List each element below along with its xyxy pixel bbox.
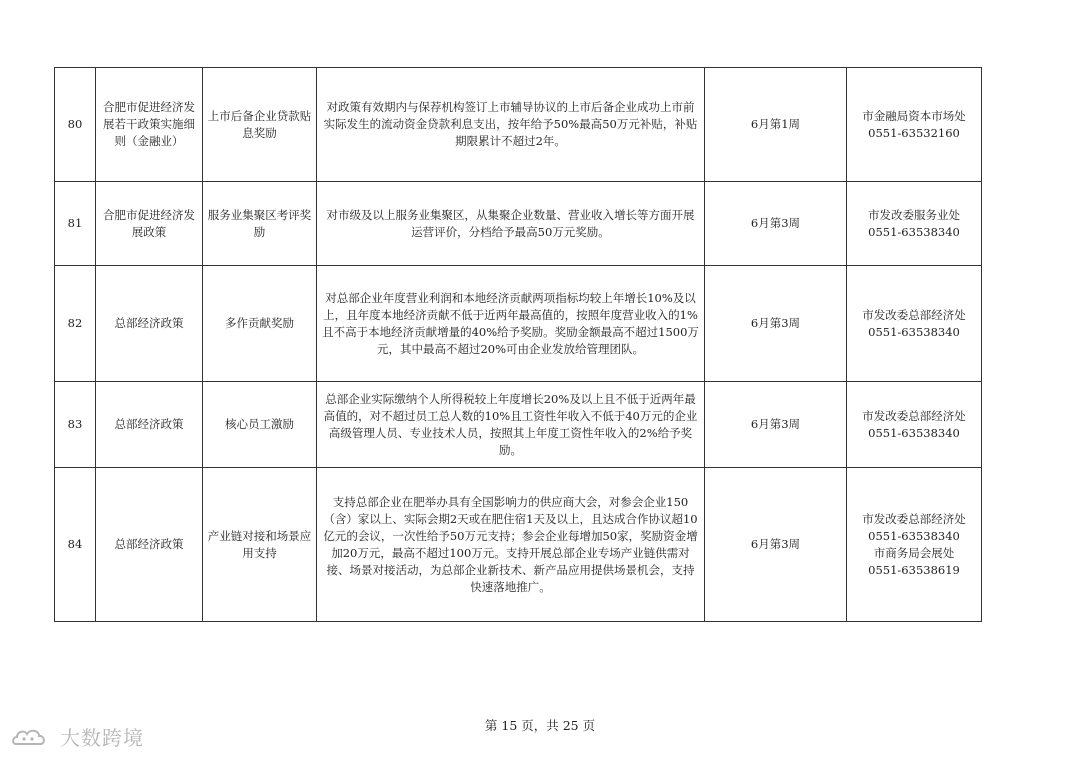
- responsible-dept: [847, 382, 982, 468]
- page-number: 第 15 页，共 25 页: [484, 718, 596, 733]
- policy-content: 支持总部企业在肥举办具有全国影响力的供应商大会，对参会企业150（含）家以上、实际会期2天或在肥住宿1天及以上，且达成合作协议超10亿元的会议，一次性给予50万元支持；参会企业每增加50家，奖励资金增加20万元，最高不超过100万元。支持开展总部企业专场产业链供需对接、场景对接活动，为总部企业新技术、新产品应用提供场景机会，支持快速落地推广。: [317, 468, 705, 622]
- schedule-time: 6月第1周: [705, 68, 847, 182]
- cloud-logo-icon: [10, 724, 54, 750]
- schedule-time: 6月第3周: [705, 382, 847, 468]
- policy-table: [54, 67, 982, 622]
- table-row: [55, 468, 982, 622]
- responsible-dept: [847, 266, 982, 382]
- dept-phone: 0551-63538619: [868, 562, 960, 577]
- schedule-time: 6月第3周: [705, 468, 847, 622]
- dept-phone: 0551-63532160: [868, 125, 960, 140]
- policy-item: 服务业集聚区考评奖励: [203, 182, 317, 266]
- policy-content: 总部企业实际缴纳个人所得税较上年度增长20%及以上且不低于近两年最高值的，对不超过员工总人数的10%且工资性年收入不低于40万元的企业高级管理人员、专业技术人员，按照其上年度工资性年收入的2%给予奖励。: [317, 382, 705, 468]
- policy-item: 产业链对接和场景应用支持: [203, 468, 317, 622]
- table-row: [55, 382, 982, 468]
- row-number: 81: [55, 182, 96, 266]
- dept-name: 市发改委总部经济处: [862, 408, 966, 423]
- table-row: [55, 182, 982, 266]
- dept-name: 市发改委总部经济处: [862, 307, 966, 322]
- policy-content: 对市级及以上服务业集聚区，从集聚企业数量、营业收入增长等方面开展运营评价，分档给予最高50万元奖励。: [317, 182, 705, 266]
- watermark-text: 大数跨境: [60, 726, 144, 750]
- dept-phone: 0551-63538340: [868, 224, 960, 239]
- dept-name: 市发改委服务业处: [868, 207, 960, 222]
- dept-phone: 0551-63538340: [868, 528, 960, 543]
- row-number: 82: [55, 266, 96, 382]
- table-row: [55, 68, 982, 182]
- policy-category: 总部经济政策: [96, 382, 203, 468]
- row-number: 83: [55, 382, 96, 468]
- policy-content: 对总部企业年度营业利润和本地经济贡献两项指标均较上年增长10%及以上，且年度本地经济贡献不低于近两年最高值的，按照年度营业收入的1%且不高于本地经济贡献增量的40%给予奖励。奖励金额最高不超过1500万元，其中最高不超过20%可由企业发放给管理团队。: [317, 266, 705, 382]
- policy-category: 总部经济政策: [96, 468, 203, 622]
- dept-phone: 0551-63538340: [868, 425, 960, 440]
- policy-item: 核心员工激励: [203, 382, 317, 468]
- policy-item: 多作贡献奖励: [203, 266, 317, 382]
- table-row: [55, 266, 982, 382]
- dept-name: 市商务局会展处: [873, 545, 955, 560]
- row-number: 84: [55, 468, 96, 622]
- policy-item: 上市后备企业贷款贴息奖励: [203, 68, 317, 182]
- dept-phone: 0551-63538340: [868, 324, 960, 339]
- row-number: 80: [55, 68, 96, 182]
- policy-content: 对政策有效期内与保荐机构签订上市辅导协议的上市后备企业成功上市前实际发生的流动资金贷款利息支出，按年给予50%最高50万元补贴，补贴期限累计不超过2年。: [317, 68, 705, 182]
- schedule-time: 6月第3周: [705, 182, 847, 266]
- responsible-dept: [847, 182, 982, 266]
- responsible-dept: [847, 68, 982, 182]
- policy-category: 合肥市促进经济发展若干政策实施细则（金融业）: [96, 68, 203, 182]
- watermark: [10, 722, 144, 751]
- dept-name: 市发改委总部经济处: [862, 511, 966, 526]
- policy-category: 总部经济政策: [96, 266, 203, 382]
- schedule-time: 6月第3周: [705, 266, 847, 382]
- dept-name: 市金融局资本市场处: [862, 108, 966, 123]
- policy-category: 合肥市促进经济发展政策: [96, 182, 203, 266]
- responsible-dept: [847, 468, 982, 622]
